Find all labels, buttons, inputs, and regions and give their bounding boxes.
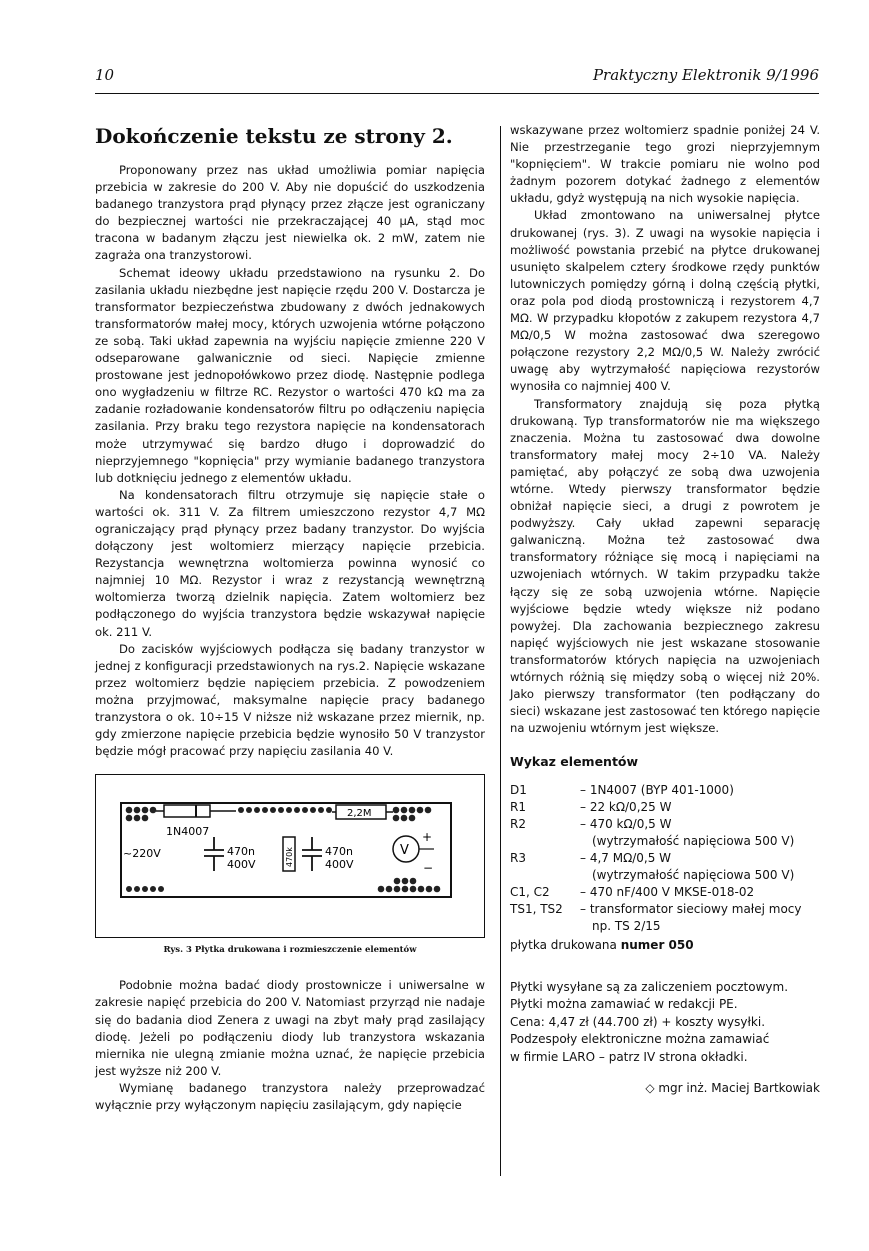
pcb-layout-drawing [96, 775, 484, 937]
table-row [510, 918, 820, 935]
page-number: 10 [95, 66, 115, 84]
part-description: (wytrzymałość napięciowa 500 V) [592, 834, 795, 849]
paragraph: Wymianę badanego tranzystora należy przeprowadzać wyłącznie przy wyłączonym napięciu zasilającym, gdy napięcie [95, 1080, 485, 1113]
part-designator: R1 [510, 800, 526, 815]
label-resistor-vertical: 470k [285, 847, 294, 868]
part-designator: R2 [510, 817, 526, 832]
part-designator: TS1, TS2 [510, 902, 563, 917]
table-row [510, 816, 820, 833]
paragraph: Na kondensatorach filtru otrzymuje się napięcie stałe o wartości ok. 311 V. Za filtrem umieszczono rezystor 4,7 MΩ ograniczający prąd płynący przez badany tranzystor. Do wyjścia dołączony jest woltomierz mierzący napięcie przebicia. Rezystancja wewnętrzna woltomierza powinna wynosić co najmniej 10 MΩ. Rezystor i wraz z rezystancją wewnętrzną woltomierza tworzą dzielnik napięcia. Zatem woltomierz bez podłączonego do wyjścia tranzystora będzie wskazywał napięcie ok. 211 V. [95, 487, 485, 639]
author-signature: ◇ mgr inż. Maciej Bartkowiak [645, 1081, 820, 1096]
table-row [510, 782, 820, 799]
part-designator: D1 [510, 783, 527, 798]
column-divider [500, 126, 501, 1176]
figure-caption: Rys. 3 Płytka drukowana i rozmieszczenie elementów [163, 945, 417, 956]
paragraph: wskazywane przez woltomierz spadnie poniżej 24 V. Nie przestrzeganie tego grozi nieprzyjemnym "kopnięciem". W trakcie pomiaru nie wolno pod żadnym pozorem dotykać żadnego z elementów układu, gdyż występują na nich wysokie napięcia. [510, 123, 820, 206]
label-meter: V [400, 843, 409, 859]
journal-title: Praktyczny Elektronik 9/1996 [592, 66, 819, 84]
paragraph: Układ zmontowano na uniwersalnej płytce drukowanej (rys. 3). Z uwagi na wysokie napięcia i możliwość powstania przebić na płytce drukowanej usunięto skalpelem cztery środkowe rzędy punktów lutowniczych pomiędzy górną i dolną częścią płytki, oraz pola pod diodą prostowniczą i rezystorem 4,7 MΩ. W przypadku kłopotów z zakupem rezystora 4,7 MΩ/0,5 W można zastosować dwa szeregowo połączone rezystory 2,2 MΩ/0,5 W. Należy zwrócić uwagę aby wytrzymałość napięciowa rezystorów wynosiła co najmniej 400 V. [510, 208, 820, 394]
label-cap1-voltage: 400V [227, 858, 256, 872]
part-description: – 22 kΩ/0,25 W [580, 800, 672, 815]
header-rule [95, 93, 819, 94]
info-line: Płytki wysyłane są za zaliczeniem pocztowym. [510, 979, 789, 994]
info-line: Podzespoły elektroniczne można zamawiać [510, 1032, 770, 1047]
info-line: Płytki można zamawiać w redakcji PE. [510, 997, 738, 1012]
info-line: w firmie LARO – patrz IV strona okładki. [510, 1049, 748, 1064]
pcb-figure [95, 774, 485, 938]
paragraph: Do zacisków wyjściowych podłącza się badany tranzystor w jednej z konfiguracji przedstawionych na rys.2. Napięcie wskazane przez woltomierz będzie napięciem przebicia. Z powodzeniem można przyjmować, maksymalne napięcie pracy badanego tranzystora o ok. 10÷15 V niższe niż wskazane przez miernik, np. gdy zmierzone napięcie przebicia będzie wynosiło 50 V tranzystor będzie mógł pracować przy napięciu zasilania 40 V. [95, 641, 485, 759]
label-resistor-top: 2,2M [347, 808, 372, 820]
part-designator [510, 833, 580, 850]
right-column [510, 122, 820, 1097]
part-description: – 4,7 MΩ/0,5 W [580, 851, 672, 866]
paragraph: Transformatory znajdują się poza płytką drukowaną. Typ transformatorów nie ma większego znaczenia. Można tu zastosować dwa dowolne transformatory małej mocy 2÷10 VA. Należy pamiętać, aby połączyć ze sobą dwa uzwojenia wtórne. Wtedy pierwszy transformator będzie obniżał napięcie sieci, a drugi z powrotem je podwyższy. Cały układ zapewni separację galwaniczną. Można też zastosować dwa transformatory różniące się mocą i napięciami na uzwojeniach wtórnych. W takim przypadku także łączy się ze sobą uzwojenia wtórne. Napięcie wyjściowe będzie wtedy większe niż podano powyżej. Dla zachowania bezpiecznego zakresu napięć wyjściowych nie jest wskazane stosowanie transformatorów których napięcia na uzwojeniach wtórnych różnią się między sobą o więcej niż 20%. Jako pierwszy transformator (ten podłączany do sieci) wskazane jest zastosować ten którego napięcie na uzwojeniu wtórnym jest większe. [510, 396, 820, 736]
paragraph: Proponowany przez nas układ umożliwia pomiar napięcia przebicia w zakresie do 200 V. Aby nie dopuścić do uszkodzenia badanego tranzystora prąd płynący przez złącze jest ograniczany do bezpiecznej wartości nie przekraczającej 40 μA, stąd moc tracona w badanym złączu jest niewielka ok. 2 mW, zatem nie zagraża ona tranzystorowi. [95, 163, 485, 263]
part-description: – 470 nF/400 V MKSE-018-02 [580, 885, 755, 900]
part-description: (wytrzymałość napięciowa 500 V) [592, 868, 795, 883]
label-cap2-value: 470n [325, 845, 353, 859]
paragraph: Podobnie można badać diody prostownicze i uniwersalne w zakresie napięć przebicia do 200 V. Natomiast przyrząd nie nadaje się do badania diod Zenera z uwagi na zbyt mały prąd zasilający diodę. Jeżeli po podłączeniu diody lub tranzystora wskazania miernika nie ulegną zmianie można uznać, że napięcie przebicia jest wyższe niż 200 V. [95, 978, 485, 1078]
page-header [95, 66, 819, 88]
table-row [510, 867, 820, 884]
pcb-number: numer 050 [620, 938, 694, 953]
article-title: Dokończenie tekstu ze strony 2. [95, 124, 453, 148]
pcb-label: płytka drukowana [510, 938, 617, 953]
label-diode: 1N4007 [166, 825, 210, 839]
label-minus: − [423, 861, 434, 876]
parts-list-table [510, 782, 820, 935]
part-description: – 1N4007 (BYP 401-1000) [580, 783, 734, 798]
table-row [510, 833, 820, 850]
label-cap1-value: 470n [227, 845, 255, 859]
pcb-number-line [510, 937, 820, 954]
part-designator: C1, C2 [510, 885, 550, 900]
label-ac-input: ~220V [123, 847, 161, 861]
part-designator [510, 918, 580, 935]
table-row [510, 850, 820, 867]
paragraph: Schemat ideowy układu przedstawiono na rysunku 2. Do zasilania układu niezbędne jest napięcie rzędu 200 V. Dostarcza je transformator bezpieczeństwa zbudowany z dwóch jednakowych transformatorów małej mocy, których uzwojenia wtórne połączono ze sobą. Taki układ zapewnia na wyjściu napięcie zmienne 220 V odseparowane galwanicznie od sieci. Napięcie zmienne prostowane jest jednopołówkowo przez diodę. Następnie podlega ono wygładzeniu w filtrze RC. Rezystor o wartości 470 kΩ ma za zadanie rozładowanie kondensatorów filtru po odłączeniu napięcia zasilania. Przy braku tego rezystora napięcie na kondensatorach może utrzymywać się bardzo długo i doprowadzić do nieprzyjemnego "kopnięcia" przy wymianie badanego tranzystora lub dotknięciu jednego z elementów układu. [95, 265, 485, 485]
left-column [95, 122, 485, 1114]
ordering-info [510, 979, 820, 1067]
part-description: – transformator sieciowy małej mocy [580, 902, 802, 917]
table-row [510, 799, 820, 816]
part-designator [510, 867, 580, 884]
table-row [510, 901, 820, 918]
parts-list-title: Wykaz elementów [510, 754, 639, 770]
part-description: np. TS 2/15 [592, 919, 661, 934]
diode-body [164, 805, 210, 817]
part-designator: R3 [510, 851, 526, 866]
part-description: – 470 kΩ/0,5 W [580, 817, 672, 832]
info-line: Cena: 4,47 zł (44.700 zł) + koszty wysyłki. [510, 1014, 766, 1029]
label-plus: + [422, 830, 433, 845]
label-cap2-voltage: 400V [325, 858, 354, 872]
table-row [510, 884, 820, 901]
